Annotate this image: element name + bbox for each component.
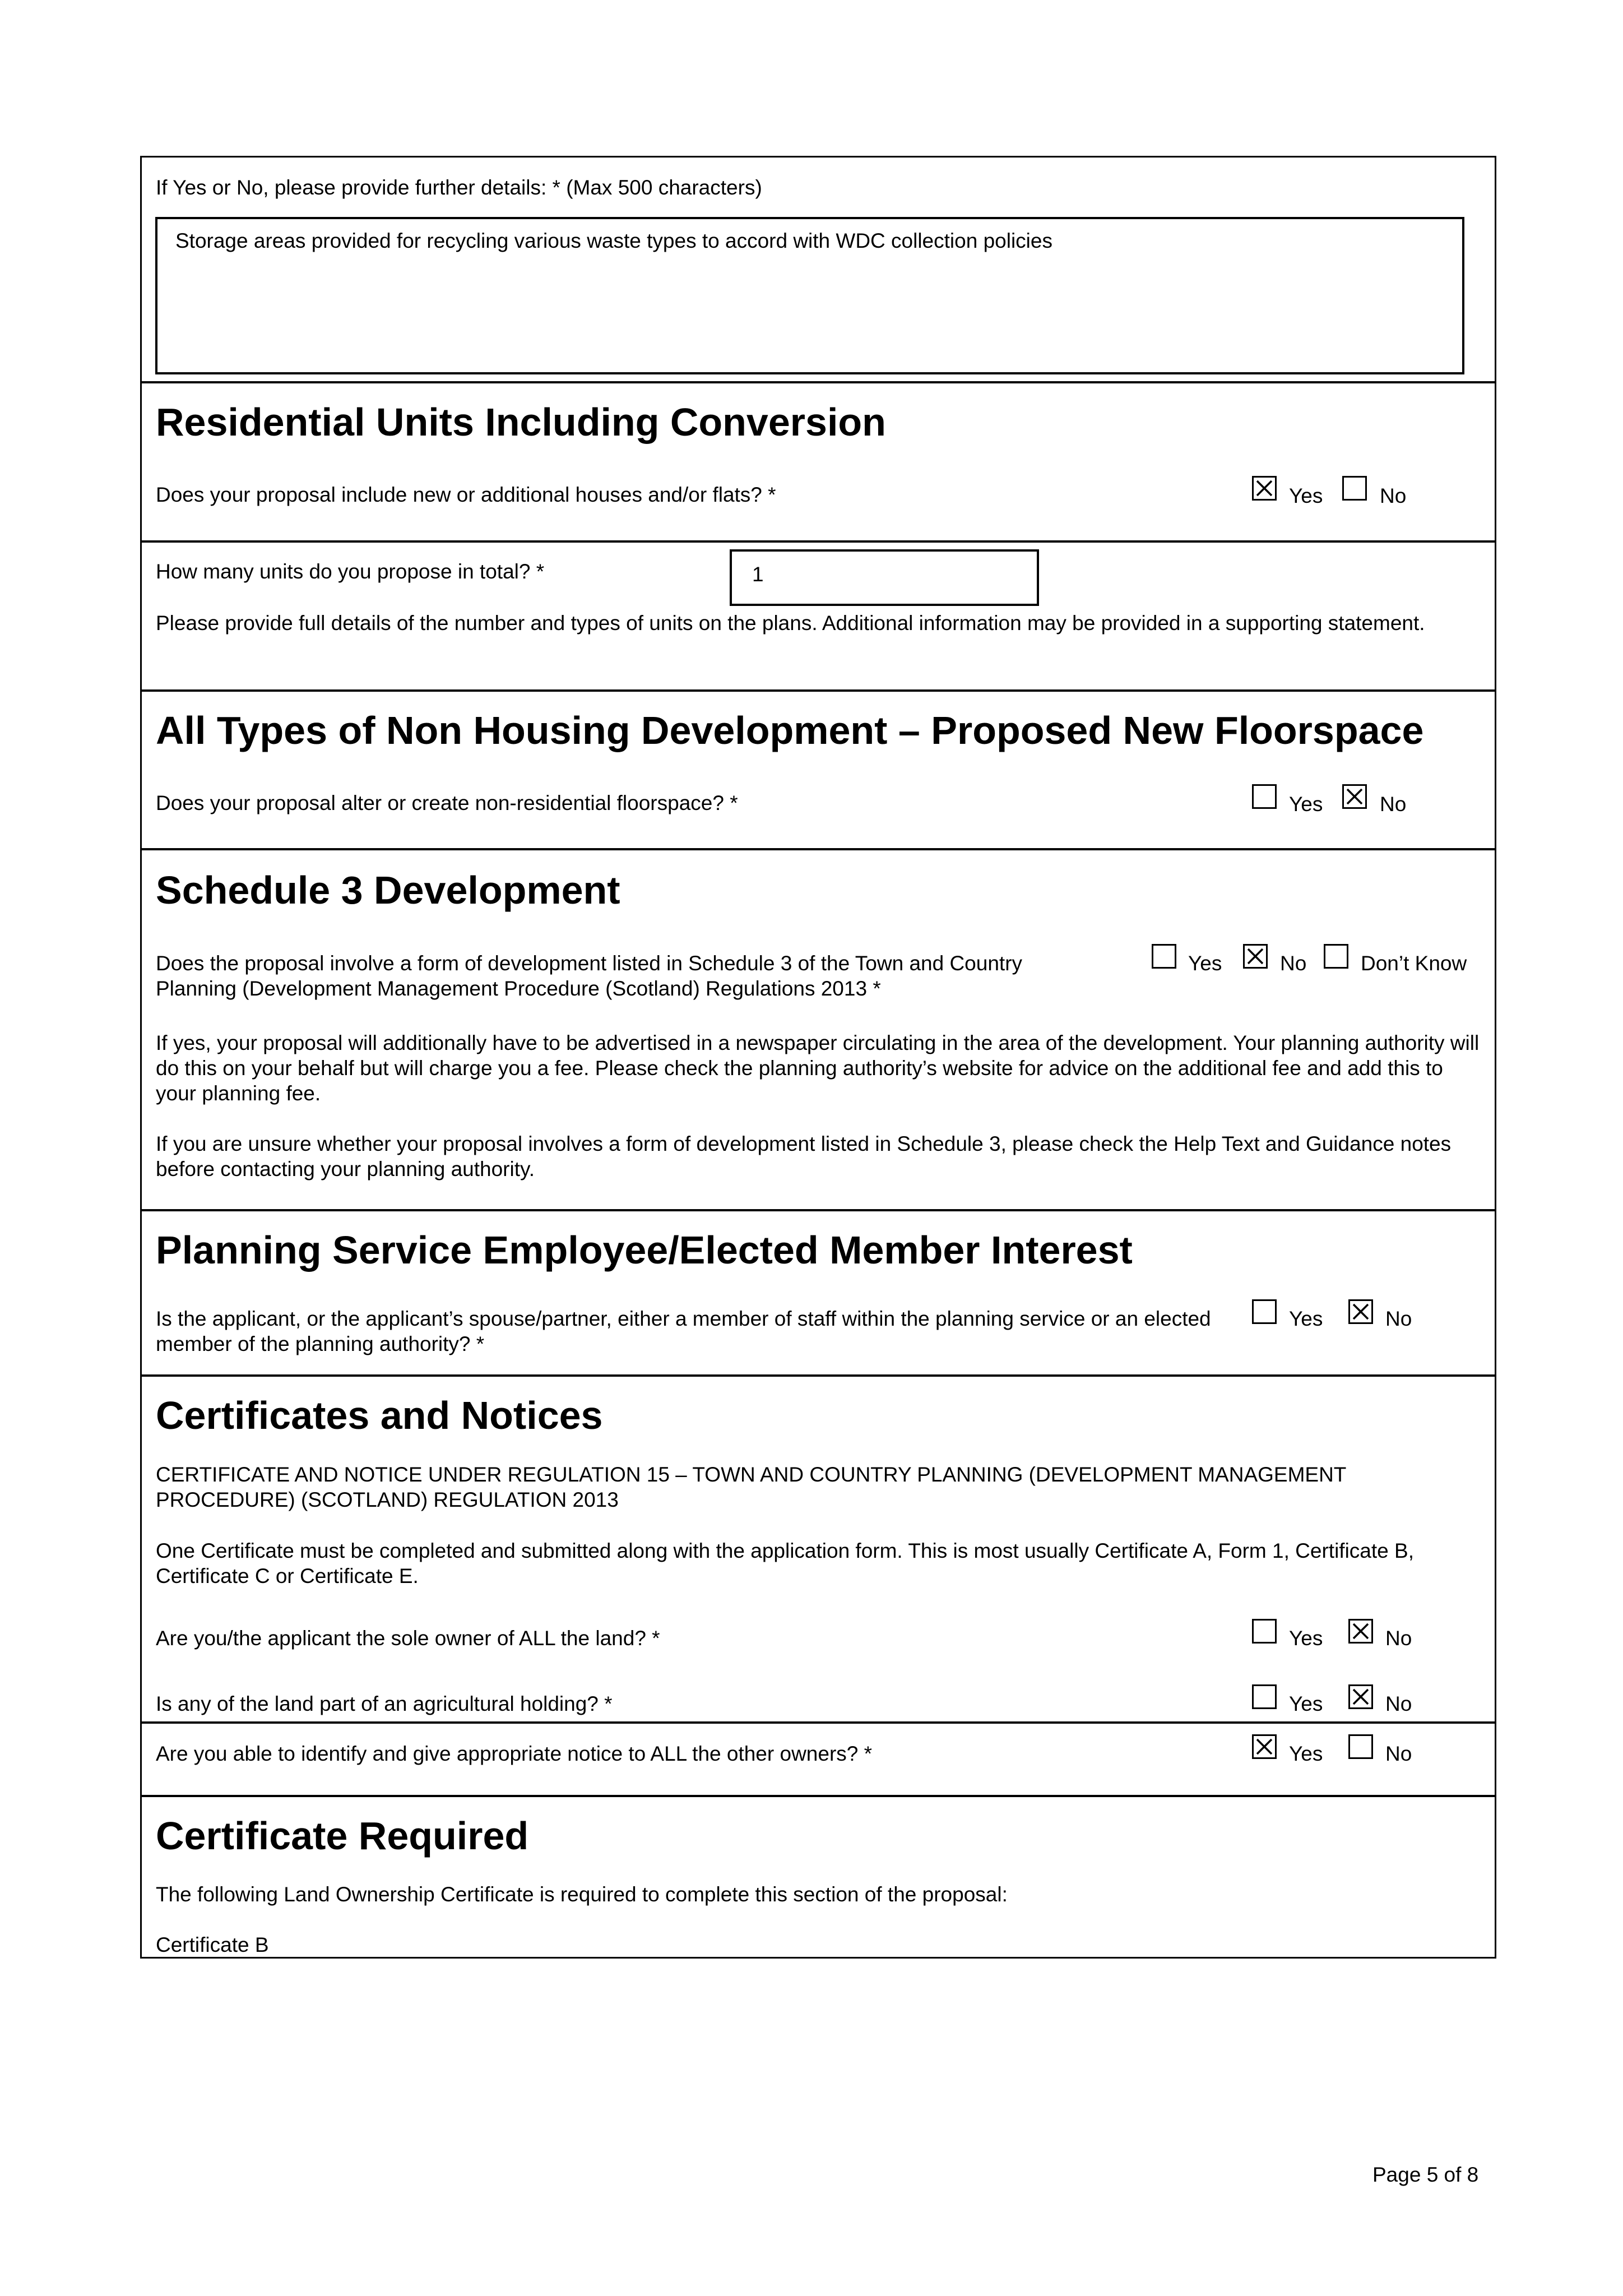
checkbox-x-mark-icon [1344,786,1365,807]
non-housing-yes-label: Yes [1289,793,1323,816]
agricultural-no-label: No [1385,1692,1412,1715]
units-note: Please provide full details of the number and types of units on the plans. Additional information may be provided in a supporting statement. [156,612,1425,635]
non-housing-question: Does your proposal alter or create non-residential floorspace? * [156,791,738,814]
notify-owners-yes-checkbox[interactable] [1252,1734,1277,1759]
schedule3-dontknow-checkbox[interactable] [1324,944,1348,969]
schedule3-yes-checkbox[interactable] [1152,944,1176,969]
sole-owner-question: Are you/the applicant the sole owner of ALL the land? * [156,1627,660,1650]
section-title-schedule3: Schedule 3 Development [156,868,620,912]
sole-owner-no-label: No [1385,1627,1412,1650]
interest-no-checkbox[interactable] [1348,1299,1373,1324]
section-divider [140,1209,1496,1211]
section-divider [140,1721,1496,1724]
section-title-certificates: Certificates and Notices [156,1394,603,1437]
section-divider [140,1374,1496,1377]
interest-yes-label: Yes [1289,1307,1323,1330]
section-title-interest: Planning Service Employee/Elected Member Interest [156,1228,1133,1272]
notify-owners-question: Are you able to identify and give appropriate notice to ALL the other owners? * [156,1742,873,1765]
interest-no-label: No [1385,1307,1412,1330]
agricultural-yes-checkbox[interactable] [1252,1684,1277,1709]
section-divider [140,540,1496,543]
units-input[interactable] [730,549,1039,606]
section-title-cert-required: Certificate Required [156,1814,529,1858]
schedule3-yes-label: Yes [1188,952,1222,975]
section-divider [140,381,1496,383]
agricultural-no-checkbox[interactable] [1348,1684,1373,1709]
cert-required-text: The following Land Ownership Certificate is required to complete this section of the proposal: [156,1883,1008,1906]
residential-no-checkbox[interactable] [1342,476,1367,501]
checkbox-x-mark-icon [1245,946,1266,967]
sole-owner-yes-label: Yes [1289,1627,1323,1650]
residential-no-label: No [1380,484,1407,507]
schedule3-dontknow-label: Don’t Know [1361,952,1467,975]
residential-question: Does your proposal include new or additional houses and/or flats? * [156,483,776,506]
checkbox-x-mark-icon [1350,1301,1371,1322]
non-housing-no-checkbox[interactable] [1342,784,1367,809]
checkbox-x-mark-icon [1254,1736,1275,1757]
waste-details-value: Storage areas provided for recycling various waste types to accord with WDC collection policies [175,229,1052,252]
non-housing-no-label: No [1380,793,1407,816]
residential-yes-label: Yes [1289,484,1323,507]
notify-owners-yes-label: Yes [1289,1742,1323,1765]
agricultural-yes-label: Yes [1289,1692,1323,1715]
cert-required-value: Certificate B [156,1933,269,1956]
waste-details-textarea[interactable] [155,217,1464,374]
waste-details-label: If Yes or No, please provide further details: * (Max 500 characters) [156,176,762,199]
section-title-residential: Residential Units Including Conversion [156,400,886,444]
checkbox-x-mark-icon [1350,1686,1371,1707]
agricultural-question: Is any of the land part of an agricultural holding? * [156,1692,613,1715]
checkbox-x-mark-icon [1350,1621,1371,1642]
schedule3-no-label: No [1280,952,1307,975]
residential-yes-checkbox[interactable] [1252,476,1277,501]
units-value: 1 [752,563,764,586]
schedule3-no-checkbox[interactable] [1243,944,1268,969]
schedule3-info-advertising: If yes, your proposal will additionally have to be advertised in a newspaper circulating in the area of the development. Your planning authority will do this on your behalf but will charge you a fee. Please check the planning authority’s website for advice on the additional fee and add this to your planning fee. [156,1031,1480,1105]
schedule3-question: Does the proposal involve a form of development listed in Schedule 3 of the Town and Country Planning (Development Management Procedure (Scotland) Regulations 2013 * [156,952,1023,1000]
interest-yes-checkbox[interactable] [1252,1299,1277,1324]
schedule3-info-guidance: If you are unsure whether your proposal involves a form of development listed in Schedule 3, please check the Help Text and Guidance notes before contacting your planning authority. [156,1132,1452,1181]
page-number: Page 5 of 8 [1372,2163,1479,2186]
units-label: How many units do you propose in total? * [156,560,545,583]
checkbox-x-mark-icon [1254,478,1275,499]
sole-owner-yes-checkbox[interactable] [1252,1619,1277,1644]
certificates-regulation: CERTIFICATE AND NOTICE UNDER REGULATION 15 – TOWN AND COUNTRY PLANNING (DEVELOPMENT MANAGEMENT PROCEDURE) (SCOTLAND) REGULATION 2013 [156,1463,1346,1511]
non-housing-yes-checkbox[interactable] [1252,784,1277,809]
interest-question: Is the applicant, or the applicant’s spouse/partner, either a member of staff within the planning service or an elected member of the planning authority? * [156,1307,1211,1355]
section-divider [140,848,1496,850]
notify-owners-no-checkbox[interactable] [1348,1734,1373,1759]
sole-owner-no-checkbox[interactable] [1348,1619,1373,1644]
section-divider [140,1795,1496,1797]
section-title-non-housing: All Types of Non Housing Development – Proposed New Floorspace [156,709,1424,752]
certificates-intro: One Certificate must be completed and submitted along with the application form. This is most usually Certificate A, Form 1, Certificate B, Certificate C or Certificate E. [156,1539,1414,1587]
section-divider [140,689,1496,692]
notify-owners-no-label: No [1385,1742,1412,1765]
